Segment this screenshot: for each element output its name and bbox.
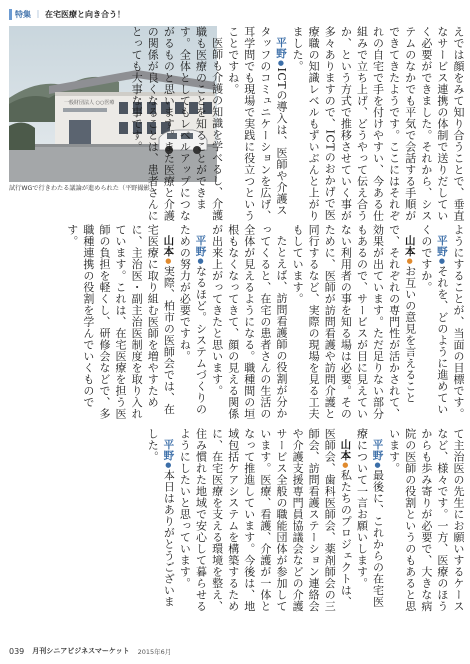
speaker-dot: ● — [405, 257, 414, 266]
paragraph-text: ようにすることが、当面の目標です。 — [452, 224, 465, 420]
article-paragraph — [450, 224, 466, 420]
paragraph-text: なるほど。システムづくりのための努力が必要ですね。 — [178, 224, 208, 415]
magazine-name: 月刊シニアビジネスマーケット — [32, 647, 130, 655]
speaker-dot: ● — [437, 257, 446, 266]
building-sign-text: 一般財団法人 ○○医療 — [64, 100, 115, 106]
paragraph-text: 医師も介護の知識を学べるし、介護職も医療のことを知ることができます。全体としてもレベルアップにつながるものと思います。また医療と介護の関係が良くなることは、患者さんにとっても大事な事です。 — [130, 26, 224, 222]
article-paragraph — [386, 428, 466, 618]
speaker-dot: ● — [373, 461, 382, 470]
paragraph-text: それを、どのように進めていくのですか。 — [419, 224, 449, 415]
speaker-dot: ● — [341, 461, 350, 470]
issue-date: 2015年6月 — [137, 647, 172, 656]
speaker-name: 山本 — [162, 235, 175, 257]
section-label: 特集 — [15, 9, 31, 19]
paragraph-text: 私たちのプロジェクトは、医師会、歯科医師会、薬剤師会の三師会、訪問看護ステーション連絡会や介護支援専門員協議会などの介護サービス全般の職能団体が参加しています。医療、看護、介護が一体となって推進しています。今後は、地域包括ケアシステムを構築するために、在宅医療を支える環境を整え、住み慣れた地域で安心して暮らせるようにしたいと思っています。 — [178, 428, 353, 612]
speaker-name: 平野 — [194, 235, 207, 257]
article-paragraph — [289, 26, 466, 222]
speaker-name: 山本 — [403, 235, 416, 257]
speaker-name: 平野 — [162, 439, 175, 461]
article-paragraph — [225, 26, 289, 222]
speaker-dot: ● — [164, 461, 173, 470]
article-paragraph — [209, 224, 289, 420]
speaker-name: 平野 — [435, 235, 448, 257]
paragraph-text: たとえば、訪問看護師の役割が分かってくると、在宅の患者さんの生活の全体が見えるようになる。職種間の垣根もなくなってきて、顔の見える関係が出来上がってきたと思います。 — [210, 224, 288, 420]
article-paragraph — [176, 224, 208, 420]
section-title: 在宅医療と向き合う！ — [45, 9, 125, 19]
speaker-name: 山本 — [339, 439, 352, 461]
paragraph-text: えでは顔をみて知り合うことで、垂直なサービス連携の体制で送りだしていく必要ができました。それから、システムのなかでも平気で会話する手順ができてきたようです。ここにはそれぞれの自宅で手を付けやすい、今ある仕組みで立ち上げ、どうやって伝え合うか、という方式で推移させていく事が多々ありますので、ICTのおかげで医療職の知識レベルもずいぶんと上がりました。 — [291, 26, 465, 222]
page-number: 039 — [9, 646, 25, 656]
page-footer — [9, 644, 171, 658]
article-paragraph — [176, 428, 353, 618]
paragraph-text: 実際、柏市の医師会では、在宅医療に取り組む医師を増やすために、主治医・副主治医制度を取り入れています。これは、在宅医療を担う医師の負担を軽くし、研修会などで、多職種連携の役割を学んでいくものです。 — [65, 224, 176, 420]
article-paragraph — [353, 428, 385, 618]
paragraph-text: お互いの意見を言えることで、それぞれの専門性が活かされて、効果が出ています。ただ足りない部分もあるので、サービスが目に見えていない利用者の事を知る場は必要。そのために、医師が訪問看護や訪問介護と同行するなど、実際の現場を見る工夫もしています。 — [291, 224, 417, 420]
article-paragraph — [128, 26, 225, 222]
article-paragraph — [64, 224, 177, 420]
speaker-dot: ● — [196, 257, 205, 266]
speaker-dot: ● — [276, 59, 285, 68]
article-paragraph — [144, 428, 176, 618]
section-header — [9, 6, 125, 22]
section-separator: ｜ — [34, 9, 42, 19]
photo-caption: 試行WGで行きわたる議論が進められた（平野撮影） — [9, 185, 157, 192]
article-paragraph — [418, 224, 450, 420]
speaker-dot: ● — [164, 257, 173, 266]
paragraph-text: ICTの導入は、医師や介護スタッフのコミュニケーションを広げ、耳学問でも現場で実践に役立つということですね。 — [226, 26, 288, 222]
paragraph-text: 最後に、これからの在宅医療について一言お願いします。 — [355, 428, 385, 608]
paragraph-text: て主治医の先生にお願いするケースなど、様々です。一方、医療のほうからも歩み寄りが必要で、大きな病院の医師の役割というのもあると思います。 — [387, 428, 465, 612]
paragraph-text: 本日はありがとうございました。 — [146, 428, 176, 608]
speaker-name: 平野 — [371, 439, 384, 461]
speaker-name: 平野 — [274, 37, 287, 59]
section-marker — [9, 9, 12, 20]
article-column-1 — [130, 26, 466, 222]
article-column-3 — [9, 428, 466, 618]
article-column-2 — [9, 224, 466, 420]
article-paragraph — [289, 224, 418, 420]
